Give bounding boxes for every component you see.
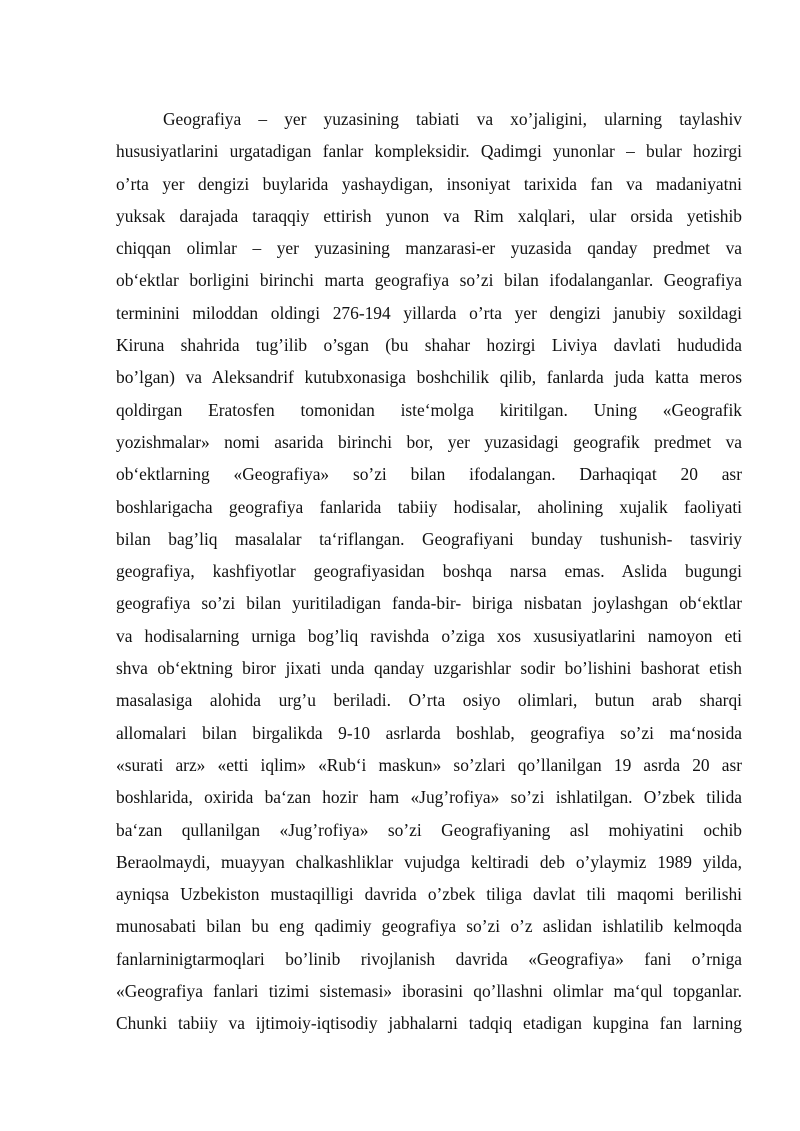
text-line: shva ob‘ektning biror jixati unda qanday uzgarishlar sodir bo’lishini bashorat etish xyxy=(116,658,742,679)
text-line: bo’lgan) va Aleksandrif kutubxonasiga boshchilik qilib, fanlarda juda katta meros xyxy=(116,367,742,388)
text-line: ob‘ektlar borligini birinchi marta geografiya so’zi bilan ifodalanganlar. Geografiya xyxy=(116,270,742,291)
text-line: munosabati bilan bu eng qadimiy geografiya so’zi o’z aslidan ishlatilib kelmoqda xyxy=(116,916,742,937)
text-line: yozishmalar» nomi asarida birinchi bor, yer yuzasidagi geografik predmet va xyxy=(116,431,742,452)
text-line: bilan bag’liq masalalar ta‘riflangan. Geografiyani bunday tushunish- tasviriy xyxy=(116,528,742,549)
text-line: qoldirgan Eratosfen tomonidan iste‘molga kiritilgan. Uning «Geografik xyxy=(116,399,742,420)
text-line: geografiya so’zi bilan yuritiladigan fanda-bir- biriga nisbatan joylashgan ob‘ektlar xyxy=(116,593,742,614)
text-line: terminini miloddan oldingi 276-194 yillarda o’rta yer dengizi janubiy soxildagi xyxy=(116,302,742,323)
text-line: «Geografiya fanlari tizimi sistemasi» iborasini qo’llashni olimlar ma‘qul topganlar. xyxy=(116,981,742,1002)
text-line: «surati arz» «etti iqlim» «Rub‘i maskun» so’zlari qo’llanilgan 19 asrda 20 asr xyxy=(116,754,742,775)
body-paragraph xyxy=(116,103,742,1040)
text-line: masalasiga alohida urg’u beriladi. O’rta osiyo olimlari, butun arab sharqi xyxy=(116,690,742,711)
text-line: ayniqsa Uzbekiston mustaqilligi davrida o’zbek tiliga davlat tili maqomi berilishi xyxy=(116,884,742,905)
text-line: hususiyatlarini urgatadigan fanlar kompleksidir. Qadimgi yunonlar – bular hozirgi xyxy=(116,141,742,162)
text-line: yuksak darajada taraqqiy ettirish yunon va Rim xalqlari, ular orsida yetishib xyxy=(116,205,742,226)
text-line: Chunki tabiiy va ijtimoiy-iqtisodiy jabhalarni tadqiq etadigan kupgina fan larning xyxy=(116,1013,742,1034)
text-line: geografiya, kashfiyotlar geografiyasidan boshqa narsa emas. Aslida bugungi xyxy=(116,561,742,582)
text-line: ba‘zan qullanilgan «Jug’rofiya» so’zi Geografiyaning asl mohiyatini ochib xyxy=(116,819,742,840)
text-line: boshlarigacha geografiya fanlarida tabiiy hodisalar, aholining xujalik faoliyati xyxy=(116,496,742,517)
text-line: allomalari bilan birgalikda 9-10 asrlarda boshlab, geografiya so’zi ma‘nosida xyxy=(116,722,742,743)
text-line: o’rta yer dengizi buylarida yashaydigan, insoniyat tarixida fan va madaniyatni xyxy=(116,173,742,194)
text-line: boshlarida, oxirida ba‘zan hozir ham «Jug’rofiya» so’zi ishlatilgan. O’zbek tilida xyxy=(116,787,742,808)
text-line: Beraolmaydi, muayyan chalkashliklar vujudga keltiradi deb o’ylaymiz 1989 yilda, xyxy=(116,851,742,872)
text-line: ob‘ektlarning «Geografiya» so’zi bilan ifodalangan. Darhaqiqat 20 asr xyxy=(116,464,742,485)
text-line: va hodisalarning urniga bog’liq ravishda o’ziga xos xususiyatlarini namoyon eti xyxy=(116,625,742,646)
text-line: chiqqan olimlar – yer yuzasining manzarasi-er yuzasida qanday predmet va xyxy=(116,238,742,259)
text-line: Geografiya – yer yuzasining tabiati va xo’jaligini, ularning taylashiv xyxy=(163,109,742,129)
text-line: fanlarninigtarmoqlari bo’linib rivojlanish davrida «Geografiya» fani o’rniga xyxy=(116,948,742,969)
text-line: Kiruna shahrida tug’ilib o’sgan (bu shahar hozirgi Liviya davlati hududida xyxy=(116,335,742,356)
